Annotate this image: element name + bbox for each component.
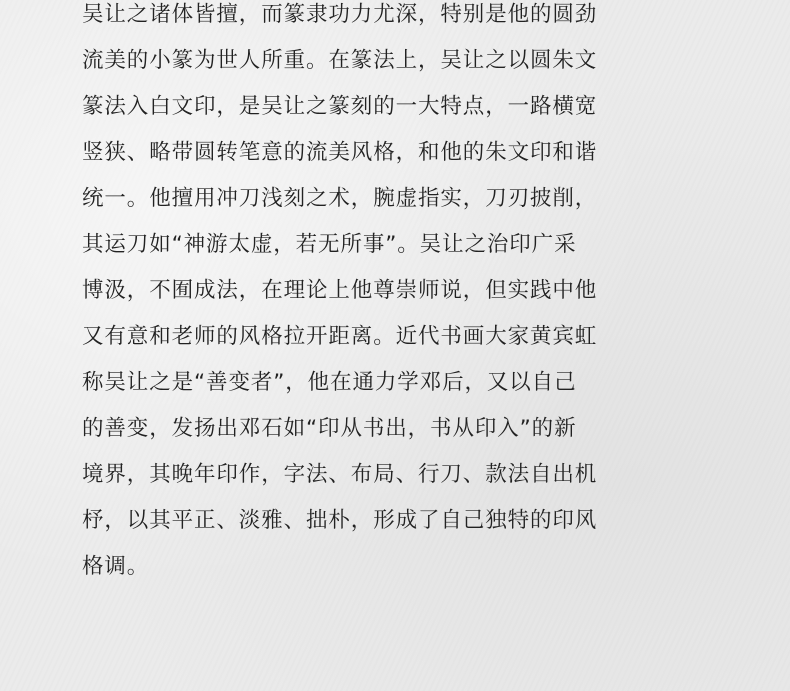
text-line: 境界，其晚年印作，字法、布局、行刀、款法自出机	[82, 462, 598, 487]
text-line: 博汲，不囿成法，在理论上他尊崇师说，但实践中他	[82, 278, 598, 303]
text-line: 流美的小篆为世人所重。在篆法上，吴让之以圆朱文	[82, 48, 598, 73]
text-line: 统一。他擅用冲刀浅刻之术，腕虚指实，刀刃披削，	[82, 186, 598, 211]
text-line: 的善变，发扬出邓石如“印从书出，书从印入”的新	[82, 416, 577, 441]
text-line: 杼，以其平正、淡雅、拙朴，形成了自己独特的印风	[82, 508, 598, 533]
text-line: 又有意和老师的风格拉开距离。近代书画大家黄宾虹	[82, 324, 598, 349]
text-line: 称吴让之是“善变者”，他在通力学邓后，又以自己	[82, 370, 577, 395]
text-line: 篆法入白文印，是吴让之篆刻的一大特点，一路横宽	[82, 94, 598, 119]
text-line: 其运刀如“神游太虚，若无所事”。吴让之治印广采	[82, 232, 577, 257]
text-line: 格调。	[82, 554, 150, 579]
text-line: 吴让之诸体皆擅，而篆隶功力尤深，特别是他的圆劲	[82, 2, 598, 27]
text-line: 竖狭、略带圆转笔意的流美风格，和他的朱文印和谐	[82, 140, 598, 165]
